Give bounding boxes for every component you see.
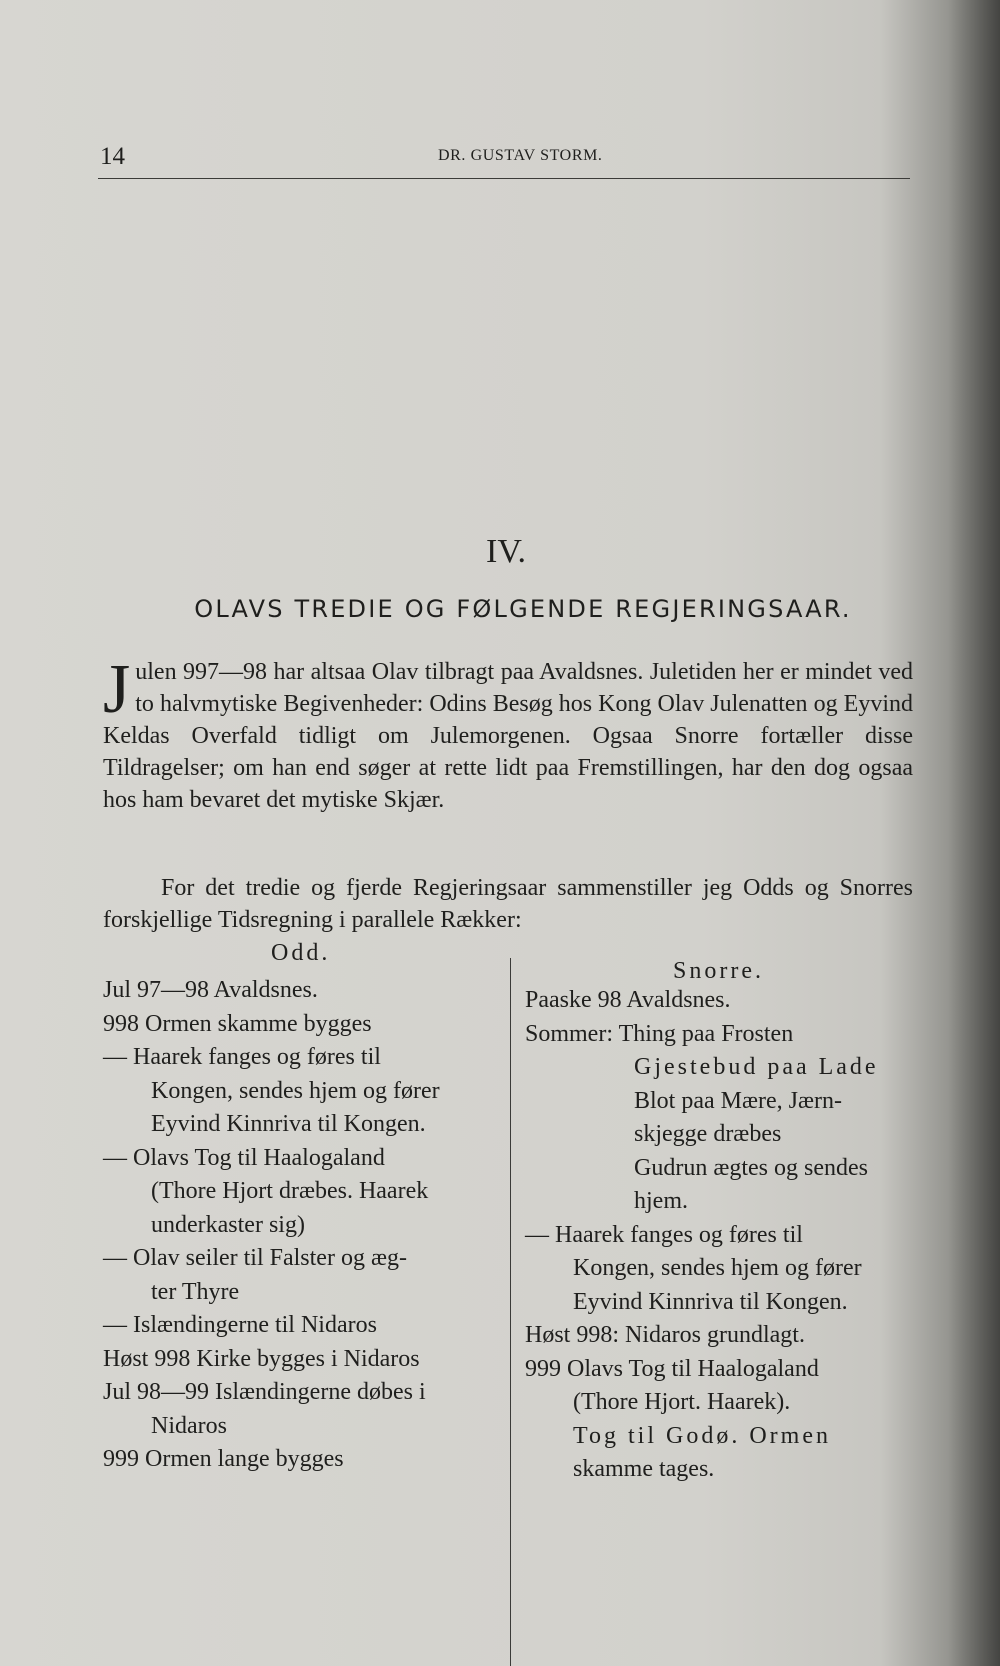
list-item: Gudrun ægtes og sendes [634,1154,868,1181]
list-item: 999 Olavs Tog til Haalogaland [525,1355,819,1382]
snorre-column-heading: Snorre. [673,958,764,984]
list-item: Tog til Godø. Ormen [573,1422,831,1449]
list-item: — Haarek fanges og føres til [525,1221,803,1248]
list-item: ter Thyre [151,1278,240,1305]
running-head: DR. GUSTAV STORM. [438,147,603,164]
list-item: Gjestebud paa Lade [634,1054,879,1080]
list-item: Eyvind Kinnriva til Kongen. [151,1111,426,1137]
list-item: hjem. [634,1188,688,1214]
list-item: — Haarek fanges og føres til [103,1044,381,1070]
list-item: Sommer: Thing paa Frosten [525,1020,794,1047]
list-item: underkaster sig) [151,1211,305,1238]
list-item: (Thore Hjort dræbes. Haarek [151,1178,429,1204]
odd-column [103,974,513,1477]
list-item: Eyvind Kinnriva til Kongen. [573,1288,848,1315]
list-item: Jul 97—98 Avaldsnes. [103,977,318,1003]
list-item: Kongen, sendes hjem og fører [151,1077,440,1104]
list-item: Paaske 98 Avaldsnes. [525,987,731,1013]
list-item: Kongen, sendes hjem og fører [573,1255,862,1281]
list-item: — Islændingerne til Nidaros [103,1312,377,1338]
chapter-title: OLAVS TREDIE OG FØLGENDE REGJERINGSAAR. [194,595,852,623]
page-gutter-shadow [948,0,1000,1666]
snorre-column [525,984,920,1487]
list-item: 998 Ormen skamme bygges [103,1010,372,1037]
odd-column-heading: Odd. [271,940,331,966]
list-item: Jul 98—99 Islændingerne døbes i [103,1379,426,1405]
chapter-number: IV. [486,533,526,570]
list-item: 999 Ormen lange bygges [103,1446,344,1472]
list-item: Nidaros [151,1412,227,1439]
body-paragraph-2: For det tredie og fjerde Regjeringsaar sammenstiller jeg Odds og Snorres forskjellige Tidsregning i parallele Rækker: [103,875,913,933]
list-item: Høst 998 Kirke bygges i Nidaros [103,1345,420,1372]
page-header [98,142,910,179]
page-number: 14 [100,143,125,170]
body-paragraph-1 [103,651,913,816]
drop-cap: J [103,651,131,728]
list-item: — Olavs Tog til Haalogaland [103,1144,385,1171]
list-item: (Thore Hjort. Haarek). [573,1389,791,1415]
list-item: skjegge dræbes [634,1121,782,1147]
list-item: Høst 998: Nidaros grundlagt. [525,1322,805,1348]
list-item: Blot paa Mære, Jærn- [634,1087,842,1114]
paragraph-text: ulen 997—98 har altsaa Olav tilbragt paa Avaldsnes. Juletiden her er mindet ved to halvmytiske Begivenheder: Odins Besøg hos Kong Olav Julenatten og Eyvind Keldas Overfald tidligt om Julemorgenen. Ogsaa Snorre fortæller disse Tildragelser; om han end søger at rette lidt paa Fremstillingen, har den dog ogsaa hos ham bevaret det mytiske Skjær. [103,659,913,813]
list-item: skamme tages. [573,1456,715,1482]
list-item: — Olav seiler til Falster og æg- [103,1245,407,1271]
